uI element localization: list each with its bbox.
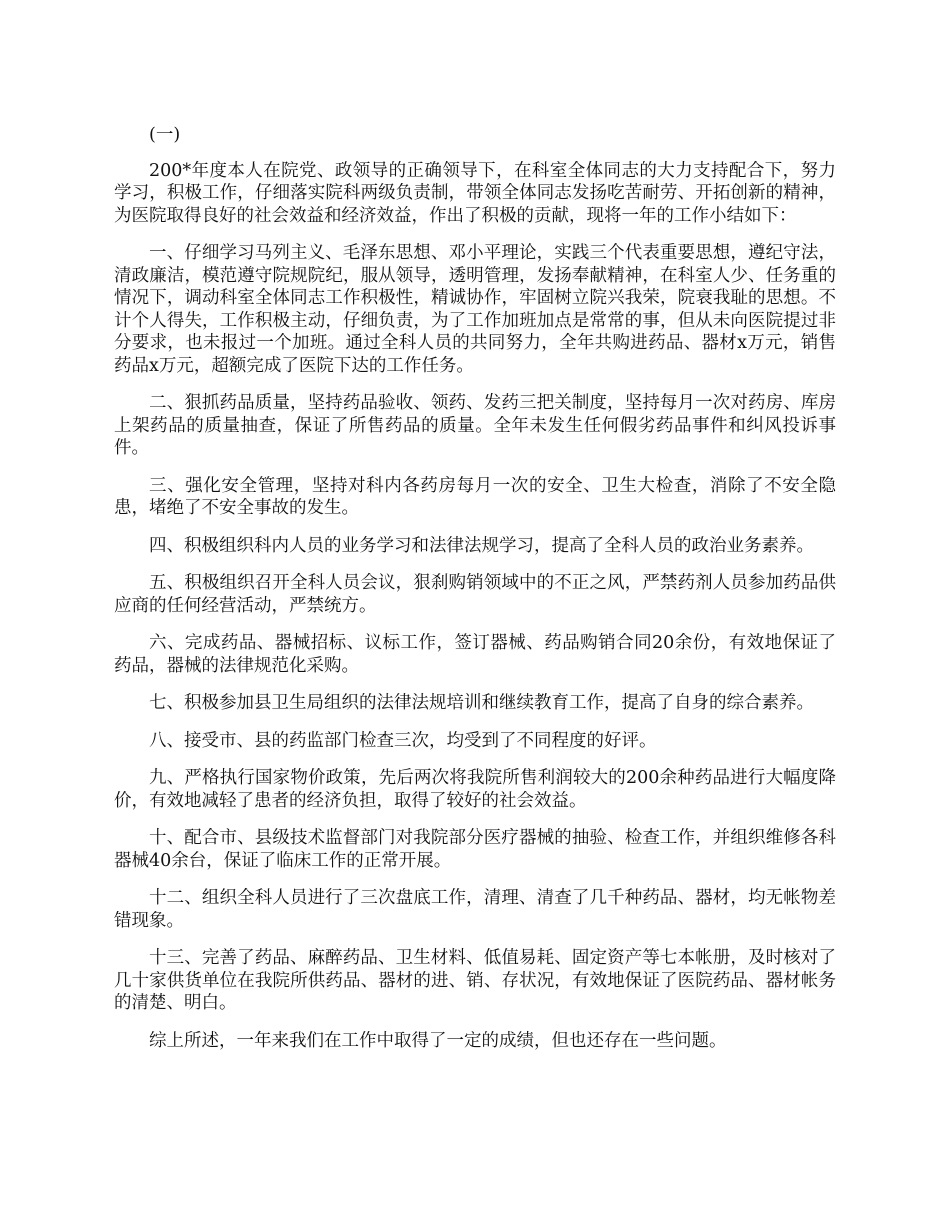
paragraph-item-7: 七、积极参加县卫生局组织的法律法规培训和继续教育工作，提高了自身的综合素养。 [149,693,814,713]
paragraph-item-13: 十三、完善了药品、麻醉药品、卫生材料、低值易耗、固定资产等七本帐册，及时核对了几十家供货单位在我院所供药品、器材的进、销、存状况，有效地保证了医院药品、器材帐务的清楚、明白。 [114,948,836,1013]
paragraph-item-6: 六、完成药品、器械招标、议标工作，签订器械、药品购销合同20余份，有效地保证了药品，器械的法律规范化采购。 [114,633,836,676]
paragraph-item-2: 二、狠抓药品质量，坚持药品验收、领药、发药三把关制度，坚持每月一次对药房、库房上架药品的质量抽查，保证了所售药品的质量。全年未发生任何假劣药品事件和纠风投诉事件。 [114,393,836,458]
paragraph-item-5: 五、积极组织召开全科人员会议，狠刹购销领域中的不正之风，严禁药剂人员参加药品供应商的任何经营活动，严禁统方。 [114,573,836,616]
paragraph-item-12: 十二、组织全科人员进行了三次盘底工作，清理、清查了几千种药品、器材，均无帐物差错现象。 [114,888,836,931]
paragraph-item-8: 八、接受市、县的药监部门检查三次，均受到了不同程度的好评。 [149,730,657,751]
paragraph-item-9: 九、严格执行国家物价政策，先后两次将我院所售利润较大的200余种药品进行大幅度降价，有效地减轻了患者的经济负担，取得了较好的社会效益。 [114,768,836,811]
paragraph-item-1: 一、仔细学习马列主义、毛泽东思想、邓小平理论，实践三个代表重要思想，遵纪守法，清政廉洁，模范遵守院规院纪，服从领导，透明管理，发扬奉献精神，在科室人少、任务重的情况下，调动科室全体同志工作积极性，精诚协作，牢固树立院兴我荣，院衰我耻的思想。不计个人得失，工作积极主动，仔细负责，为了工作加班加点是常常的事，但从未向医院提过非分要求，也未报过一个加班。通过全科人员的共同努力，全年共购进药品、器材x万元，销售药品x万元，超额完成了医院下达的工作任务。 [114,243,836,376]
paragraph-conclusion: 综上所述，一年来我们在工作中取得了一定的成绩，但也还存在一些问题。 [149,1030,727,1051]
paragraph-intro: 200*年度本人在院党、政领导的正确领导下，在科室全体同志的大力支持配合下，努力学习，积极工作，仔细落实院科两级负责制，带领全体同志发扬吃苦耐劳、开拓创新的精神，为医院取得良好的社会效益和经济效益，作出了积极的贡献，现将一年的工作小结如下： [114,160,836,226]
paragraph-item-10: 十、配合市、县级技术监督部门对我院部分医疗器械的抽验、检查工作，并组织维修各科器械40余台，保证了临床工作的正常开展。 [114,828,836,871]
paragraph-item-3: 三、强化安全管理，坚持对科内各药房每月一次的安全、卫生大检查，消除了不安全隐患，堵绝了不安全事故的发生。 [114,475,836,518]
document-body [114,124,836,1067]
paragraph-item-4: 四、积极组织科内人员的业务学习和法律法规学习，提高了全科人员的政治业务素养。 [149,535,814,556]
section-heading: (一) [149,125,181,145]
